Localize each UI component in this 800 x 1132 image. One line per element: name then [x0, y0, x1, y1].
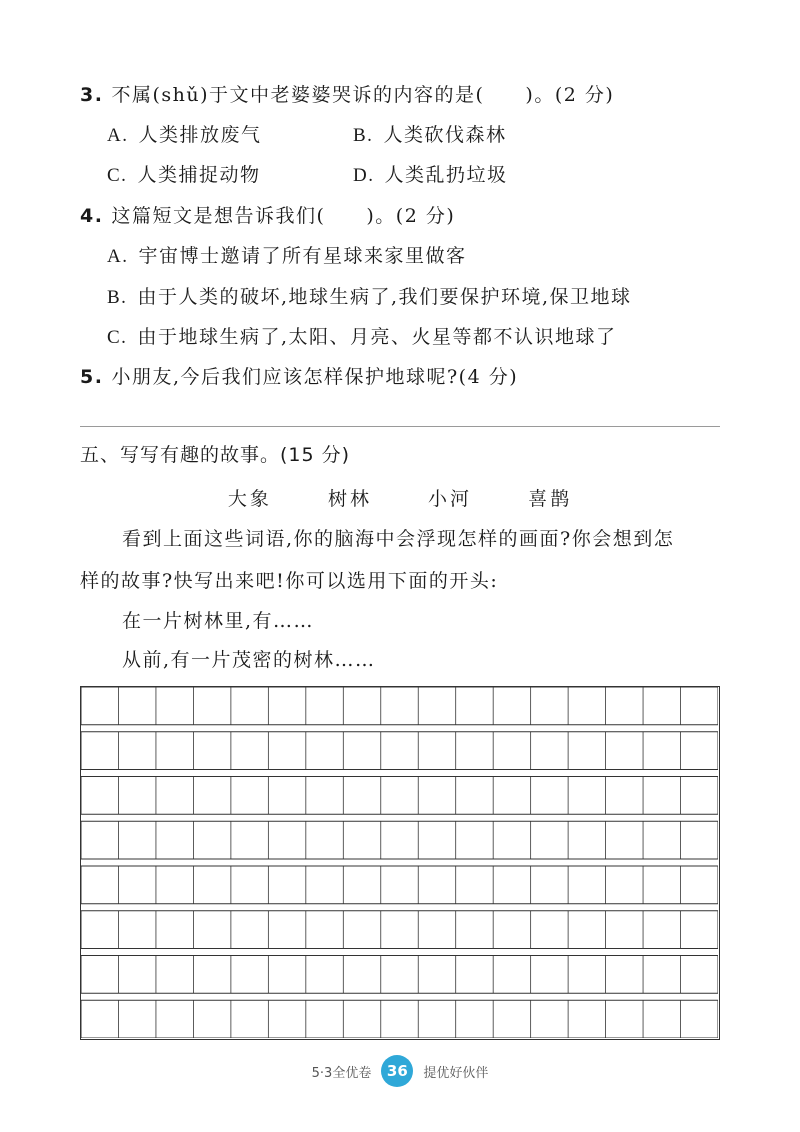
- question-number: 3.: [80, 84, 104, 106]
- question-4: [80, 201, 455, 228]
- footer-slogan: 提优好伙伴: [423, 1065, 489, 1081]
- option-label: C.: [107, 327, 128, 348]
- option-text: 由于地球生病了,太阳、月亮、火星等都不认识地球了: [137, 326, 617, 348]
- word-item: 喜鹊: [528, 488, 573, 510]
- word-item: 小河: [428, 488, 473, 510]
- grid-row: [81, 911, 718, 949]
- grid-row: [81, 866, 718, 904]
- question-number: 5.: [80, 366, 104, 388]
- question-text: 这篇短文是想告诉我们( )。(2 分): [111, 205, 456, 227]
- section-divider: [80, 426, 720, 427]
- grid-row: [81, 1000, 718, 1038]
- option-text: 人类砍伐森林: [383, 124, 507, 146]
- opening-2: 从前,有一片茂密的树林……: [122, 649, 376, 671]
- grid-row: [81, 956, 718, 994]
- section-title: 五、写写有趣的故事。(15 分): [80, 444, 351, 466]
- writing-grid-lines: [81, 687, 718, 1038]
- option-label: B.: [107, 287, 128, 308]
- question-text: 不属(shǔ)于文中老婆婆哭诉的内容的是( )。(2 分): [111, 84, 615, 106]
- option-label: C.: [107, 165, 128, 186]
- footer-brand: 5·3全优卷: [311, 1065, 372, 1081]
- option-4a: [107, 241, 467, 268]
- option-3b: [353, 120, 506, 147]
- question-number: 4.: [80, 205, 104, 227]
- option-text: 人类排放废气: [138, 124, 262, 146]
- page-number-badge: 36: [381, 1055, 413, 1087]
- prompt-line-1: 看到上面这些词语,你的脑海中会浮现怎样的画面?你会想到怎: [122, 528, 675, 550]
- option-4c: [107, 322, 616, 349]
- option-text: 人类捕捉动物: [137, 164, 261, 186]
- writing-grid[interactable]: [80, 686, 720, 1040]
- option-label: A.: [107, 125, 129, 146]
- option-label: D.: [353, 165, 375, 186]
- option-3a: [107, 120, 262, 147]
- prompt-line-2: 样的故事?快写出来吧!你可以选用下面的开头:: [80, 570, 499, 592]
- page-footer: [0, 1055, 800, 1089]
- option-label: A.: [107, 246, 129, 267]
- grid-row: [81, 687, 718, 725]
- word-item: 树林: [327, 488, 372, 510]
- option-text: 人类乱扔垃圾: [384, 164, 508, 186]
- word-list: [0, 484, 800, 511]
- word-item: 大象: [227, 488, 272, 510]
- option-4b: [107, 282, 632, 309]
- option-text: 宇宙博士邀请了所有星球来家里做客: [138, 245, 467, 267]
- question-5: [80, 362, 518, 389]
- grid-row: [81, 777, 718, 815]
- question-3: [80, 80, 614, 107]
- opening-1: 在一片树林里,有……: [122, 610, 315, 632]
- option-text: 由于人类的破坏,地球生病了,我们要保护环境,保卫地球: [137, 286, 632, 308]
- option-3d: [353, 160, 508, 187]
- grid-row: [81, 821, 718, 859]
- option-3c: [107, 160, 260, 187]
- option-label: B.: [353, 125, 374, 146]
- question-text: 小朋友,今后我们应该怎样保护地球呢?(4 分): [111, 366, 519, 388]
- grid-row: [81, 732, 718, 770]
